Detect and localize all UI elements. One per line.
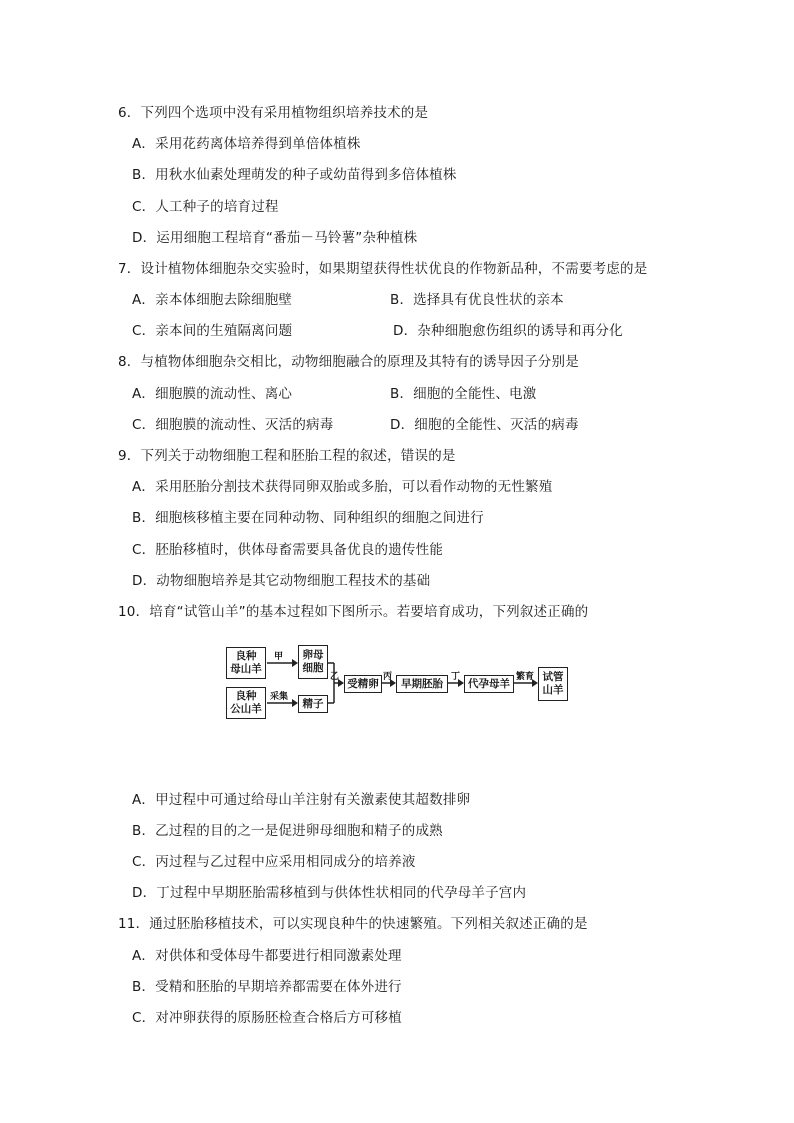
label-fanyu: 繁育 <box>516 672 535 682</box>
q10-option-a: A．甲过程中可通过给母山羊注射有关激素使其超数排卵 <box>132 792 471 808</box>
q9-option-d: D．动物细胞培养是其它动物细胞工程技术的基础 <box>132 573 431 589</box>
box-elite-male-goat: 良种 公山羊 <box>226 687 266 719</box>
q7-option-d: D．杂种细胞愈伤组织的诱导和再分化 <box>393 323 623 339</box>
box-early-embryo: 早期胚胎 <box>396 675 448 693</box>
q9-option-c: C．胚胎移植时，供体母畜需要具备优良的遗传性能 <box>132 542 444 558</box>
q9-stem: 9．下列关于动物细胞工程和胚胎工程的叙述，错误的是 <box>118 448 456 464</box>
label-caiji: 采集 <box>270 692 289 702</box>
box-fertilized-egg: 受精卵 <box>344 675 382 693</box>
q10-stem: 10．培育“试管山羊”的基本过程如下图所示。若要培育成功，下列叙述正确的 <box>118 604 589 620</box>
q10-option-c: C．丙过程与乙过程中应采用相同成分的培养液 <box>132 854 416 870</box>
q11-option-a: A．对供体和受体母牛都要进行相同激素处理 <box>132 948 402 964</box>
q11-stem: 11．通过胚胎移植技术，可以实现良种牛的快速繁殖。下列相关叙述正确的是 <box>118 916 588 932</box>
q11-option-c: C．对冲卵获得的原肠胚检查合格后方可移植 <box>132 1010 402 1026</box>
label-ding: 丁 <box>451 672 461 682</box>
q8-option-a: A．细胞膜的流动性、离心 <box>132 386 293 402</box>
q9-option-a: A．采用胚胎分割技术获得同卵双胎或多胎，可以看作动物的无性繁殖 <box>132 479 553 495</box>
q7-option-a: A．亲本体细胞去除细胞壁 <box>132 292 293 308</box>
label-yi: 乙 <box>330 672 340 682</box>
q10-option-b: B．乙过程的目的之一是促进卵母细胞和精子的成熟 <box>132 823 443 839</box>
box-oocyte: 卵母 细胞 <box>298 645 328 679</box>
q8-option-c: C．细胞膜的流动性、灭活的病毒 <box>132 417 334 433</box>
label-bing: 丙 <box>383 672 393 682</box>
q6-option-b: B．用秋水仙素处理萌发的种子或幼苗得到多倍体植株 <box>132 167 457 183</box>
q6-option-c: C．人工种子的培育过程 <box>132 199 279 215</box>
box-test-tube-goat: 试管 山羊 <box>538 667 568 701</box>
q7-stem: 7．设计植物体细胞杂交实验时，如果期望获得性状优良的作物新品种，不需要考虑的是 <box>118 261 648 277</box>
test-tube-goat-flow-diagram <box>222 640 592 726</box>
q11-option-b: B．受精和胚胎的早期培养都需要在体外进行 <box>132 979 402 995</box>
q7-option-c: C．亲本间的生殖隔离问题 <box>132 323 293 339</box>
q8-stem: 8．与植物体细胞杂交相比，动物细胞融合的原理及其特有的诱导因子分别是 <box>118 354 579 370</box>
box-elite-female-goat: 良种 母山羊 <box>226 647 266 679</box>
q9-option-b: B．细胞核移植主要在同种动物、同种组织的细胞之间进行 <box>132 510 484 526</box>
q7-option-b: B．选择具有优良性状的亲本 <box>390 292 564 308</box>
q8-option-d: D．细胞的全能性、灭活的病毒 <box>390 417 579 433</box>
label-jia: 甲 <box>274 652 284 662</box>
q6-option-a: A．采用花药离体培养得到单倍体植株 <box>132 136 361 152</box>
q6-option-d: D．运用细胞工程培育“番茄－马铃薯”杂种植株 <box>132 230 418 246</box>
q6-stem: 6．下列四个选项中没有采用植物组织培养技术的是 <box>118 105 429 121</box>
box-surrogate-goat: 代孕母羊 <box>464 675 514 693</box>
q8-option-b: B．细胞的全能性、电激 <box>390 386 537 402</box>
box-sperm: 精子 <box>298 695 328 713</box>
q10-option-d: D．丁过程中早期胚胎需移植到与供体性状相同的代孕母羊子宫内 <box>132 885 527 901</box>
